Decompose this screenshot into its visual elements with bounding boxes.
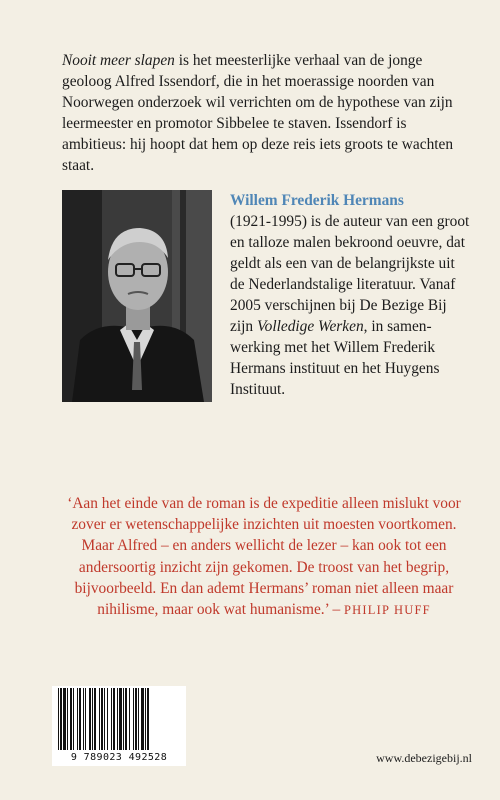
review-quote bbox=[62, 493, 466, 621]
author-name: Willem Frederik Hermans bbox=[230, 192, 404, 209]
author-bio bbox=[230, 190, 470, 400]
complete-works-title: Volledige Werken bbox=[256, 318, 364, 335]
intro-paragraph bbox=[62, 50, 462, 176]
barcode-bars bbox=[58, 688, 180, 752]
quote-attribution: PHILIP HUFF bbox=[344, 603, 431, 618]
isbn-barcode bbox=[52, 686, 186, 766]
bio-text-1: (1921-1995) is de auteur van een groot en talloze malen bekroond oeuvre, dat geldt als een van de belangrijkste uit de Nederlandstalige literatuur. Vanaf 2005 verschijnen bij De Bezige Bij zijn bbox=[230, 213, 470, 335]
author-portrait-image bbox=[62, 190, 212, 402]
intro-text: is het meesterlijke verhaal van de jonge geoloog Alfred Issendorf, die in het moerassige noorden van Noorwegen onderzoek wil verrichten om de hypothese van zijn leermeester en promotor Sibbelee te staven. Issendorf is ambitieus: hij hoopt dat hem op deze reis iets groots te wachten staat. bbox=[62, 52, 454, 174]
quote-text: ‘Aan het einde van de roman is de expeditie alleen mislukt voor zover er wetenschappelijke inzichten uit moesten voortkomen. Maar Alfred – en anders wellicht de lezer – kan ook tot een andersoortig inzicht zijn gekomen. De troost van het begrip, bijvoorbeeld. En dan ademt Hermans’ roman niet alleen maar nihilisme, maar ook wat humanisme.’ – bbox=[67, 495, 461, 619]
publisher-website[interactable]: www.debezigebij.nl bbox=[376, 751, 472, 765]
book-title: Nooit meer slapen bbox=[62, 52, 175, 69]
isbn-number: 9 789023 492528 bbox=[70, 752, 168, 763]
bio-text-2: , in samenwerking met het Willem Frederik Hermans instituut en het Huygens Instituut. bbox=[230, 318, 440, 398]
author-photo bbox=[62, 190, 212, 402]
